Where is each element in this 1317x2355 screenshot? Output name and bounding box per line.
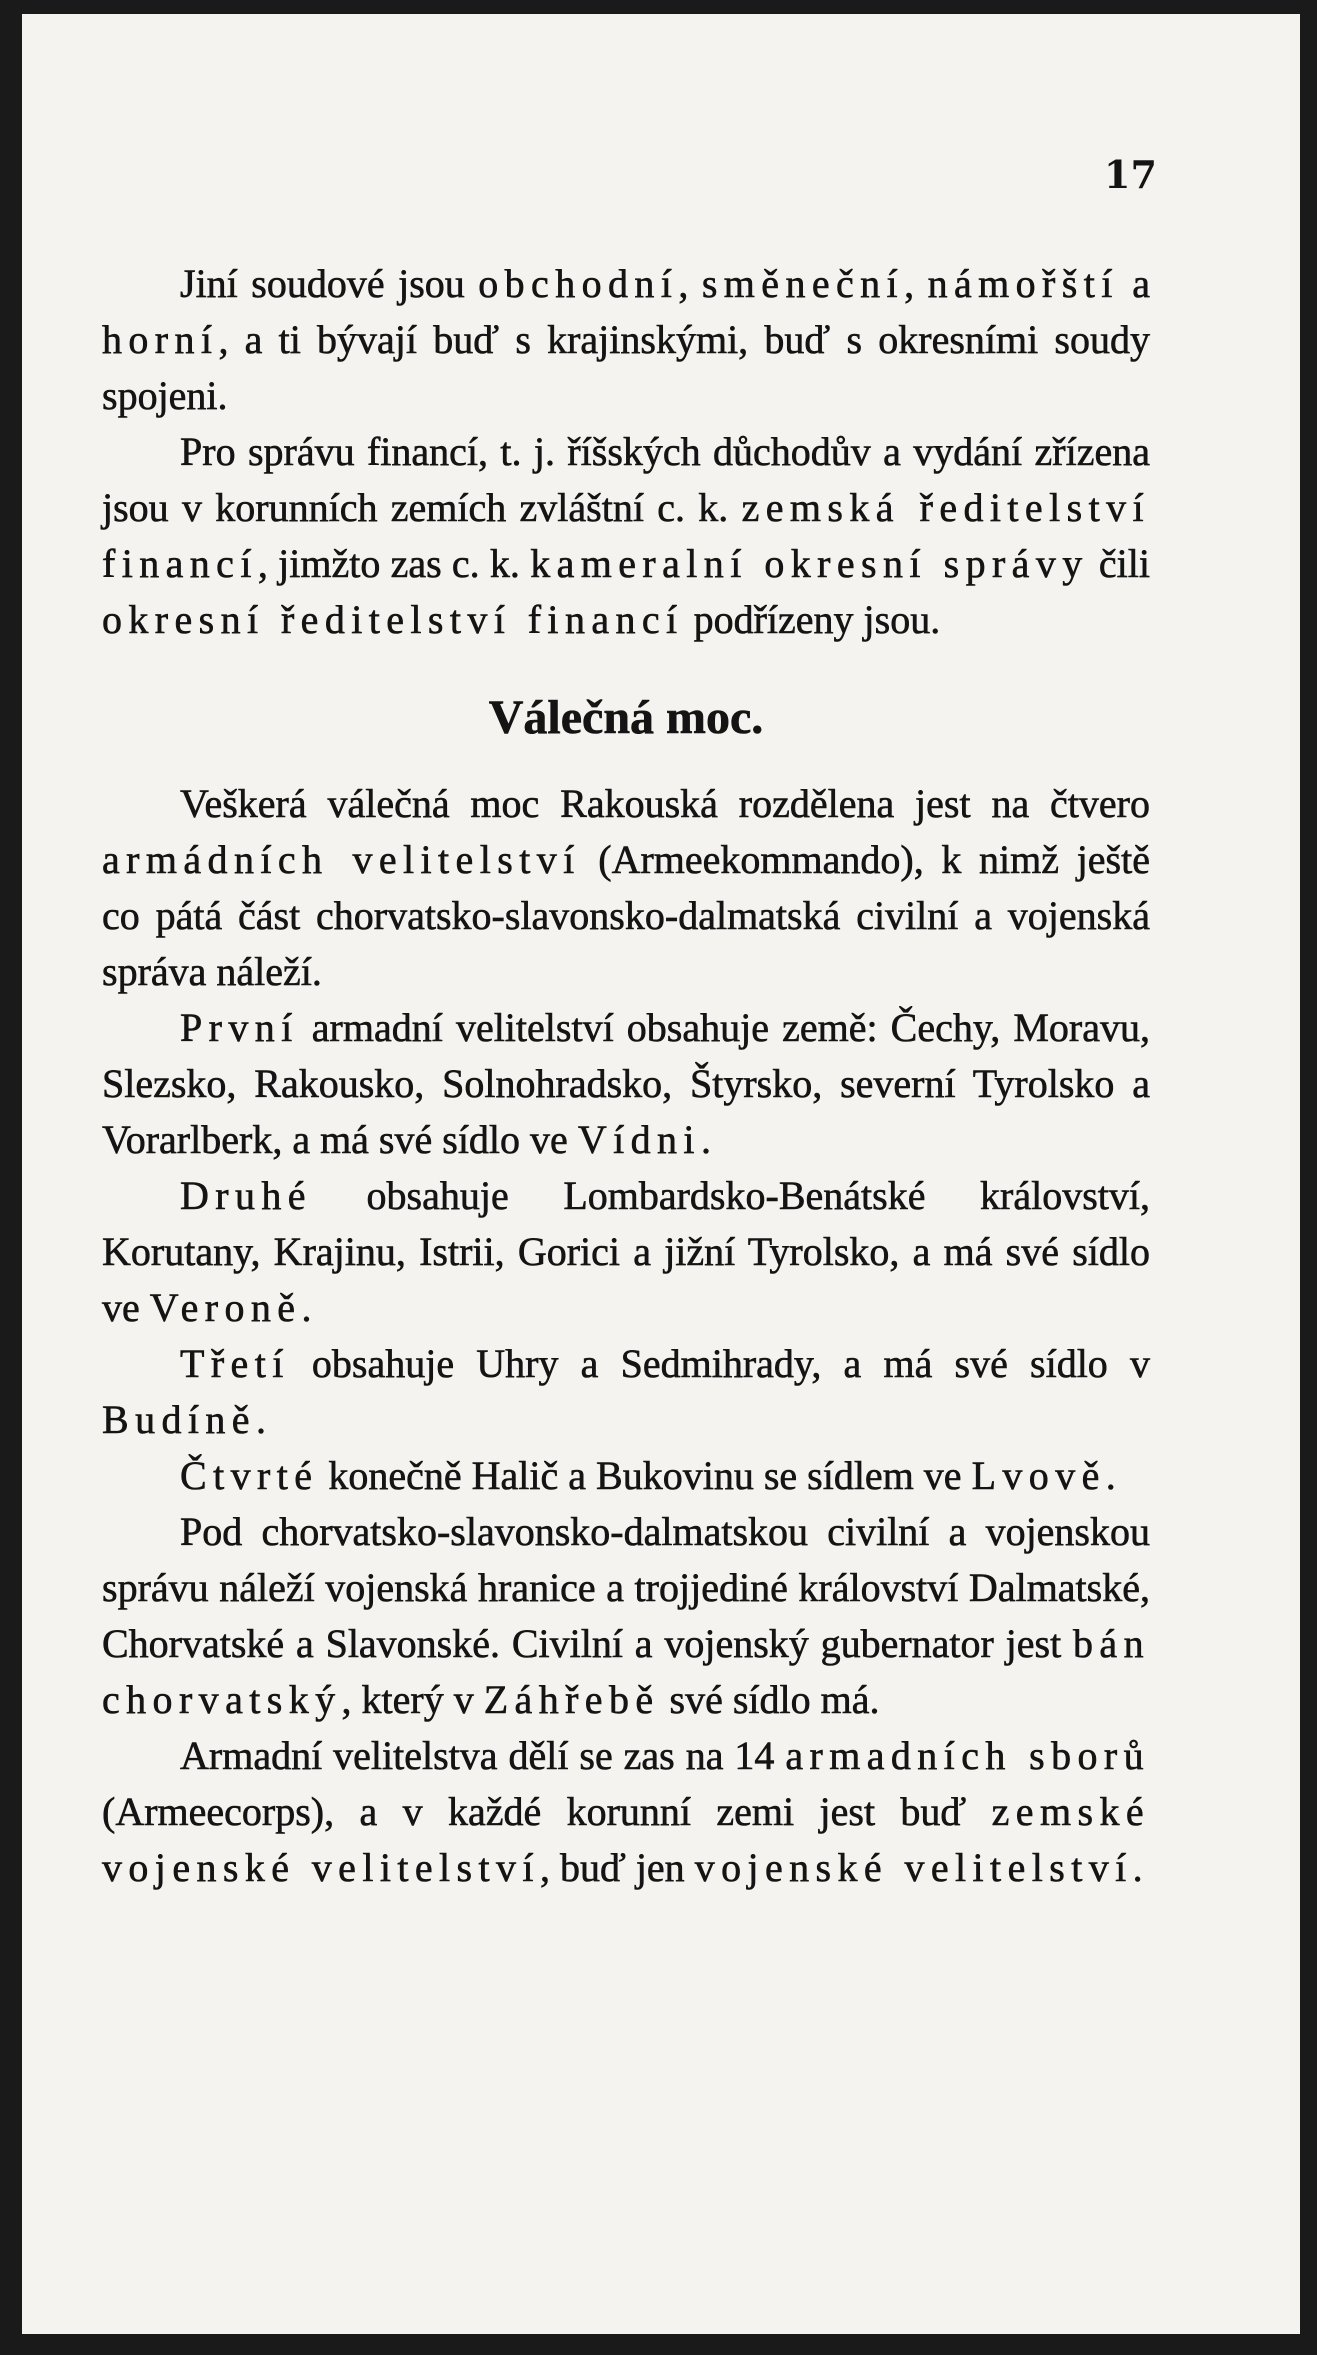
text-block-after-heading bbox=[102, 776, 1150, 1896]
spaced-emphasis: První bbox=[180, 1005, 299, 1050]
text-run: . bbox=[1105, 1453, 1116, 1498]
paragraph bbox=[102, 1168, 1150, 1336]
text-run: a bbox=[1118, 261, 1150, 306]
spaced-emphasis: Veroně bbox=[149, 1285, 302, 1330]
text-run: . bbox=[1132, 1845, 1143, 1890]
text-run: , jimžto zas c. k. bbox=[257, 541, 531, 586]
paragraph bbox=[102, 256, 1150, 424]
text-run: (Armeecorps), a v každé korunní zemi jest buď bbox=[102, 1789, 992, 1834]
spaced-emphasis: zemská ředitelství financí bbox=[102, 485, 1150, 586]
spaced-emphasis: Třetí bbox=[180, 1341, 290, 1386]
paragraph bbox=[102, 1000, 1150, 1168]
spaced-emphasis: směneční bbox=[701, 261, 905, 306]
text-run: , buď jen bbox=[539, 1845, 695, 1890]
paragraph bbox=[102, 776, 1150, 1000]
spaced-emphasis: obchodní bbox=[478, 261, 679, 306]
spaced-emphasis: zemské vojenské velitelství bbox=[102, 1789, 1150, 1890]
text-run: (Armeekommando), k nimž ještě co pátá část chorvatsko-slavonsko-dalmatská civilní a vojenská správa náleží. bbox=[102, 837, 1150, 994]
text-run: konečně Halič a Bukovinu se sídlem ve bbox=[318, 1453, 972, 1498]
text-block-before-heading bbox=[102, 256, 1150, 648]
text-run: své sídlo má. bbox=[659, 1677, 880, 1722]
spaced-emphasis: Záhřebě bbox=[483, 1677, 660, 1722]
page-body bbox=[102, 256, 1150, 1896]
spaced-emphasis: okresní ředitelství financí bbox=[102, 597, 684, 642]
text-run: armadní velitelství obsahuje země: Čechy, Moravu, Slezsko, Rakousko, Solnohradsko, Štyrsko, severní Tyrolsko a Vorarlberk, a má své sídlo ve bbox=[102, 1005, 1150, 1162]
text-run: obsahuje Lombardsko-Benátské království, Korutany, Krajinu, Istrii, Gorici a jižní Tyrolsko, a má své sídlo ve bbox=[102, 1173, 1150, 1330]
page-number: 17 bbox=[1104, 152, 1157, 197]
spaced-emphasis: horní bbox=[102, 317, 219, 362]
spaced-emphasis: Druhé bbox=[180, 1173, 312, 1218]
spaced-emphasis: kameralní okresní správy bbox=[530, 541, 1089, 586]
spaced-emphasis: vojenské velitelství bbox=[694, 1845, 1133, 1890]
paragraph bbox=[102, 1448, 1150, 1504]
text-run: Veškerá válečná moc Rakouská rozdělena jest na čtvero bbox=[180, 781, 1150, 826]
text-run: Armadní velitelstva dělí se zas na 14 bbox=[180, 1733, 786, 1778]
spaced-emphasis: námořští bbox=[927, 261, 1119, 306]
text-run: Jiní soudové jsou bbox=[180, 261, 479, 306]
spaced-emphasis: bán chorvatský bbox=[102, 1621, 1150, 1722]
section-heading: Válečná moc. bbox=[488, 691, 764, 744]
paragraph bbox=[102, 1336, 1150, 1448]
spaced-emphasis: Lvově bbox=[971, 1453, 1106, 1498]
text-run: , který v bbox=[341, 1677, 484, 1722]
spaced-emphasis: armadních sborů bbox=[785, 1733, 1150, 1778]
spaced-emphasis: Vídni bbox=[577, 1117, 701, 1162]
spaced-emphasis: Čtvrté bbox=[180, 1453, 319, 1498]
text-run: Pro správu financí, t. j. říšských důchodův a vydání zřízena jsou v korunních zemích zvláštní c. k. bbox=[102, 429, 1150, 530]
text-run: . bbox=[255, 1397, 266, 1442]
text-run: . bbox=[301, 1285, 312, 1330]
text-run: , bbox=[904, 261, 928, 306]
text-run: Pod chorvatsko-slavonsko-dalmatskou civilní a vojenskou správu náleží vojenská hranice a trojjediné království Dalmatské, Chorvatské a Slavonské. Civilní a vojenský gubernator jest bbox=[102, 1509, 1150, 1666]
spaced-emphasis: armádních velitelství bbox=[102, 837, 581, 882]
text-run: , bbox=[678, 261, 702, 306]
text-run: , a ti bývají buď s krajinskými, buď s okresními soudy spojeni. bbox=[102, 317, 1150, 418]
text-run: podřízeny jsou. bbox=[683, 597, 941, 642]
text-run: obsahuje Uhry a Sedmihrady, a má své sídlo v bbox=[289, 1341, 1150, 1386]
paragraph bbox=[102, 1728, 1150, 1896]
paragraph bbox=[102, 424, 1150, 648]
book-page bbox=[22, 14, 1300, 2334]
spaced-emphasis: Budíně bbox=[102, 1397, 256, 1442]
text-run: . bbox=[700, 1117, 711, 1162]
text-run: čili bbox=[1088, 541, 1150, 586]
paragraph bbox=[102, 1504, 1150, 1728]
